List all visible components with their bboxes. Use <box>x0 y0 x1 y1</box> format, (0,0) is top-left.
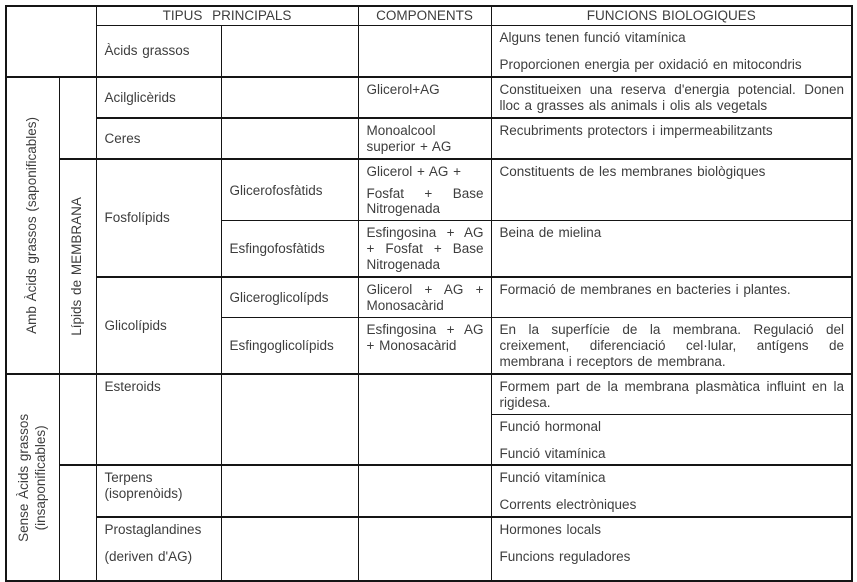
cell-membrana-empty-esteroids <box>59 374 96 466</box>
group-label-sense-acids-grassos <box>6 374 59 582</box>
cell-components-esteroids-empty <box>358 374 491 466</box>
tipus-text: (isoprenòids) <box>104 486 183 502</box>
cell-tipus-ceres: Ceres <box>96 118 221 159</box>
cell-components-acilglicerids: Glicerol+AG <box>358 77 491 118</box>
cell-subtipus-esfingofosfatids: Esfingofosfàtids <box>221 221 358 277</box>
cell-membrana-empty-bottom <box>59 465 96 581</box>
cell-components-ceres: Monoalcool superior + AG <box>358 118 491 159</box>
cell-components-glicerofosfatids <box>358 159 491 221</box>
cell-funcions-acids-grassos <box>491 25 852 76</box>
column-header-tipus-principals: TIPUS PRINCIPALS <box>96 6 358 25</box>
lipids-classification-table <box>5 5 853 582</box>
cell-subtipus-esteroids-empty <box>221 374 358 466</box>
cell-tipus-esteroids: Esteroids <box>96 374 221 466</box>
cell-components-esfingofosfatids: Esfingosina + AG + Fosfat + Base Nitrogenada <box>358 221 491 277</box>
cell-subtipus-ceres-empty <box>221 118 358 159</box>
funcio-text: Hormones locals <box>499 522 602 538</box>
cell-components-esfingoglicolipids: Esfingosina + AG + Monosacàrid <box>358 317 491 373</box>
funcio-text: Proporcionen energia per oxidació en mitocondris <box>499 56 802 72</box>
cell-tipus-terpens <box>96 465 221 517</box>
cell-funcions-esfingofosfatids: Beina de mielina <box>491 221 852 277</box>
cell-funcions-esfingoglicolipids: En la superfície de la membrana. Regulació del creixement, diferenciació cel·lular, antígens de membrana i receptors de membrana. <box>491 317 852 373</box>
component-text: Fosfat + Base Nitrogenada <box>366 185 484 217</box>
cell-tipus-glicolipids: Glicolípids <box>96 277 221 374</box>
cell-funcions-prostaglandines <box>491 517 852 581</box>
rotated-group-label: Amb Àcids grassos (saponificables) <box>24 116 40 334</box>
cell-components-terpens-empty <box>358 465 491 517</box>
cell-funcions-gliceroglicolipds: Formació de membranes en bacteries i plantes. <box>491 277 852 317</box>
column-header-funcions-biologiques: FUNCIONS BIOLOGIQUES <box>491 6 852 25</box>
cell-components-acids-grassos-empty <box>358 25 491 76</box>
cell-subtipus-glicerofosfatids: Glicerofosfàtids <box>221 159 358 221</box>
cell-subtipus-acilglicerids-empty <box>221 77 358 118</box>
cell-subtipus-esfingoglicolipids: Esfingoglicolípids <box>221 317 358 373</box>
corner-cell <box>6 6 96 77</box>
cell-tipus-prostaglandines <box>96 517 221 581</box>
funcio-text: Funció vitamínica <box>499 470 606 486</box>
funcio-text: Funció vitamínica <box>499 445 606 461</box>
funcio-text: Corrents electròniques <box>499 497 637 513</box>
cell-subtipus-gliceroglicolipds: Gliceroglicolípds <box>221 277 358 317</box>
funcio-text: Alguns tenen funció vitamínica <box>499 29 686 45</box>
rotated-group-label: Sense Àcids grassos (insaponificables) <box>15 413 48 542</box>
funcio-text: Funcions reguladores <box>499 549 631 565</box>
funcio-text: Funció hormonal <box>499 418 602 434</box>
cell-funcions-terpens <box>491 465 852 517</box>
cell-funcions-acilglicerids: Constitueixen una reserva d'energia potencial. Donen lloc a grasses als animals i olis als vegetals <box>491 77 852 118</box>
cell-tipus-acids-grassos: Àcids grassos <box>96 25 221 76</box>
cell-components-gliceroglicolipds: Glicerol + AG + Monosacàrid <box>358 277 491 317</box>
cell-tipus-fosfolipids: Fosfolípids <box>96 159 221 278</box>
tipus-text: Prostaglandines <box>104 522 202 538</box>
tipus-text: (deriven d'AG) <box>104 549 193 565</box>
cell-subtipus-terpens-empty <box>221 465 358 517</box>
cell-funcions-esteroids-2 <box>491 414 852 465</box>
cell-funcions-esteroids-1: Formem part de la membrana plasmàtica influint en la rigidesa. <box>491 374 852 414</box>
cell-components-prostaglandines-empty <box>358 517 491 581</box>
tipus-text: Terpens <box>104 470 153 486</box>
cell-funcions-glicerofosfatids: Constituents de les membranes biològiques <box>491 159 852 221</box>
cell-funcions-ceres: Recubriments protectors i impermeabilitzants <box>491 118 852 159</box>
cell-membrana-empty-top <box>59 77 96 159</box>
column-header-components: COMPONENTS <box>358 6 491 25</box>
group-label-lipids-de-membrana <box>59 159 96 374</box>
component-text: Glicerol + AG + <box>366 163 462 179</box>
rotated-group-label: Lípids de MEMBRANA <box>69 196 85 336</box>
cell-subtipus-prostaglandines-empty <box>221 517 358 581</box>
group-label-amb-acids-grassos <box>6 77 59 374</box>
cell-tipus-acilglicerids: Acilglicèrids <box>96 77 221 118</box>
cell-subtipus-acids-grassos-empty <box>221 25 358 76</box>
